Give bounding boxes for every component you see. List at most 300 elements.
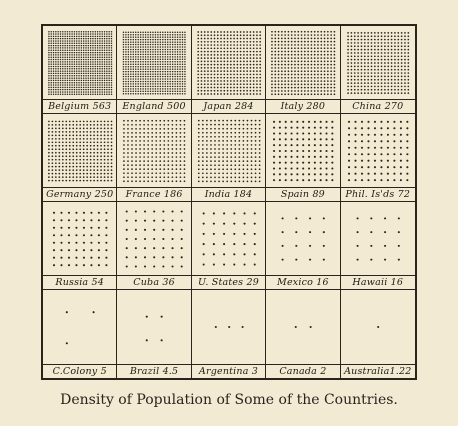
population-dot <box>185 83 187 85</box>
population-dot <box>133 34 135 36</box>
population-dot <box>213 51 215 53</box>
population-dot <box>210 90 212 92</box>
population-dot <box>155 44 157 46</box>
dot-field <box>341 290 415 364</box>
population-dot <box>387 42 389 44</box>
population-dot <box>170 86 172 88</box>
population-dot <box>81 63 83 65</box>
population-dot <box>83 63 85 65</box>
population-dot <box>86 148 88 150</box>
population-dot <box>123 32 125 34</box>
population-dot <box>317 61 319 63</box>
population-dot <box>233 67 235 69</box>
population-dot <box>354 72 356 74</box>
population-dot <box>350 35 352 37</box>
population-dot <box>60 234 62 236</box>
population-dot <box>327 67 329 69</box>
population-dot <box>390 79 392 81</box>
population-dot <box>223 83 225 85</box>
population-dot <box>97 148 99 150</box>
population-dot <box>138 56 140 58</box>
population-dot <box>404 82 406 84</box>
population-dot <box>227 67 229 69</box>
population-dot <box>233 34 235 36</box>
population-dot <box>223 87 225 89</box>
population-dot <box>311 90 313 92</box>
population-dot <box>273 144 275 146</box>
population-dot <box>145 71 147 73</box>
population-dot <box>53 56 55 58</box>
population-dot <box>148 93 150 95</box>
population-dot <box>250 172 252 174</box>
population-dot <box>246 172 248 174</box>
population-dot <box>140 168 142 170</box>
population-dot <box>175 56 177 58</box>
population-dot <box>288 64 290 66</box>
population-dot <box>104 169 106 171</box>
population-dot <box>74 40 76 42</box>
population-dot <box>334 84 336 86</box>
population-dot <box>213 38 215 40</box>
population-dot <box>150 86 152 88</box>
population-dot <box>136 128 138 130</box>
population-dot <box>88 31 90 33</box>
population-dot <box>202 172 204 174</box>
population-dot <box>387 92 389 94</box>
population-dot <box>72 135 74 137</box>
population-dot <box>160 36 162 38</box>
population-dot <box>132 120 134 122</box>
population-dot <box>85 40 87 42</box>
population-dot <box>177 81 179 83</box>
population-dot <box>130 86 132 88</box>
population-dot <box>160 56 162 58</box>
population-dot <box>367 69 369 71</box>
population-dot <box>128 140 130 142</box>
population-dot <box>50 33 52 35</box>
population-dot <box>126 56 128 58</box>
population-dot <box>90 52 92 54</box>
population-dot <box>184 168 186 170</box>
population-dot <box>74 31 76 33</box>
population-dot <box>123 124 125 126</box>
population-dot <box>176 164 178 166</box>
population-dot <box>407 82 409 84</box>
population-dot <box>101 70 103 72</box>
dot-field <box>266 114 340 188</box>
population-dot <box>52 124 54 126</box>
population-dot <box>144 176 146 178</box>
population-dot <box>330 47 332 49</box>
population-dot <box>279 179 281 181</box>
population-dot <box>85 89 87 91</box>
population-dot <box>58 138 60 140</box>
population-dot <box>106 87 108 89</box>
population-dot <box>233 54 235 56</box>
population-dot <box>278 64 280 66</box>
population-dot <box>155 76 157 78</box>
population-dot <box>202 263 204 265</box>
population-dot <box>104 138 106 140</box>
population-dot <box>55 84 57 86</box>
population-dot <box>62 59 64 61</box>
population-dot <box>184 120 186 122</box>
population-dot <box>253 87 255 89</box>
population-dot <box>176 136 178 138</box>
population-dot <box>111 128 113 130</box>
population-dot <box>311 57 313 59</box>
population-dot <box>275 74 277 76</box>
population-dot <box>153 39 155 41</box>
population-dot <box>295 259 297 261</box>
population-dot <box>58 145 60 147</box>
population-dot <box>60 59 62 61</box>
population-dot <box>53 89 55 91</box>
population-dot <box>167 49 169 51</box>
population-dot <box>202 140 204 142</box>
population-dot <box>143 76 145 78</box>
population-dot <box>384 217 386 219</box>
population-dot <box>176 168 178 170</box>
population-dot <box>314 93 316 95</box>
population-dot <box>98 234 100 236</box>
population-dot <box>64 89 66 91</box>
population-dot <box>347 62 349 64</box>
population-dot <box>69 148 71 150</box>
population-dot <box>148 71 150 73</box>
country-cell <box>43 202 117 290</box>
population-dot <box>404 66 406 68</box>
population-dot <box>271 67 273 69</box>
population-dot <box>170 59 172 61</box>
population-dot <box>93 145 95 147</box>
population-dot <box>374 166 376 168</box>
population-dot <box>177 46 179 48</box>
population-dot <box>275 67 277 69</box>
dot-field <box>43 202 117 276</box>
population-dot <box>93 138 95 140</box>
population-dot <box>246 67 248 69</box>
population-dot <box>324 47 326 49</box>
population-dot <box>126 36 128 38</box>
population-dot <box>278 51 280 53</box>
population-dot <box>138 73 140 75</box>
population-dot <box>58 152 60 154</box>
population-dot <box>330 31 332 33</box>
population-dot <box>314 173 316 175</box>
population-dot <box>301 87 303 89</box>
population-dot <box>204 54 206 56</box>
population-dot <box>162 36 164 38</box>
population-dot <box>175 46 177 48</box>
population-dot <box>165 91 167 93</box>
population-dot <box>222 140 224 142</box>
population-dot <box>148 128 150 130</box>
population-dot <box>213 212 215 214</box>
population-dot <box>97 173 99 175</box>
population-dot <box>347 82 349 84</box>
population-dot <box>302 144 304 146</box>
population-dot <box>271 84 273 86</box>
population-dot <box>367 134 369 136</box>
population-dot <box>271 61 273 63</box>
population-dot <box>150 34 152 36</box>
population-dot <box>90 84 92 86</box>
population-dot <box>284 38 286 40</box>
population-dot <box>330 61 332 63</box>
population-dot <box>175 51 177 53</box>
population-dot <box>154 229 156 231</box>
population-dot <box>86 166 88 168</box>
population-dot <box>97 56 99 58</box>
population-dot <box>294 34 296 36</box>
population-dot <box>311 41 313 43</box>
population-dot <box>311 93 313 95</box>
population-dot <box>185 49 187 51</box>
population-dot <box>278 38 280 40</box>
population-dot <box>288 51 290 53</box>
population-dot <box>78 82 80 84</box>
population-dot <box>86 124 88 126</box>
population-dot <box>175 88 177 90</box>
population-dot <box>55 73 57 75</box>
country-cell <box>266 202 340 290</box>
population-dot <box>236 70 238 72</box>
population-dot <box>92 77 94 79</box>
population-dot <box>210 67 212 69</box>
population-dot <box>172 46 174 48</box>
population-dot <box>218 136 220 138</box>
population-dot <box>62 61 64 63</box>
population-dot <box>400 89 402 91</box>
population-dot <box>324 57 326 59</box>
population-dot <box>176 128 178 130</box>
population-dot <box>83 54 85 56</box>
population-dot <box>71 43 73 45</box>
population-dot <box>367 89 369 91</box>
population-dot <box>360 42 362 44</box>
population-dot <box>324 31 326 33</box>
population-dot <box>182 49 184 51</box>
population-dot <box>253 67 255 69</box>
population-dot <box>370 39 372 41</box>
population-dot <box>144 156 146 158</box>
population-dot <box>107 131 109 133</box>
population-dot <box>172 176 174 178</box>
population-dot <box>367 121 369 123</box>
population-dot <box>148 120 150 122</box>
population-dot <box>62 176 64 178</box>
population-dot <box>55 45 57 47</box>
population-dot <box>184 172 186 174</box>
population-dot <box>246 148 248 150</box>
population-dot <box>380 89 382 91</box>
population-dot <box>223 64 225 66</box>
population-dot <box>104 73 106 75</box>
population-dot <box>367 42 369 44</box>
population-dot <box>185 51 187 53</box>
population-dot <box>133 51 135 53</box>
population-dot <box>136 144 138 146</box>
population-dot <box>60 75 62 77</box>
population-dot <box>90 91 92 93</box>
population-dot <box>101 38 103 40</box>
population-dot <box>279 150 281 152</box>
population-dot <box>223 93 225 95</box>
population-dot <box>386 140 388 142</box>
population-dot <box>384 72 386 74</box>
population-dot <box>327 34 329 36</box>
population-dot <box>97 131 99 133</box>
population-dot <box>71 56 73 58</box>
population-dot <box>71 82 73 84</box>
dot-field <box>117 26 191 100</box>
population-dot <box>361 140 363 142</box>
population-dot <box>155 66 157 68</box>
population-dot <box>354 35 356 37</box>
population-dot <box>298 84 300 86</box>
population-dot <box>259 164 261 166</box>
population-dot <box>314 34 316 36</box>
population-dot <box>204 67 206 69</box>
population-dot <box>67 50 69 52</box>
population-dot <box>321 84 323 86</box>
population-dot <box>222 144 224 146</box>
population-dot <box>326 132 328 134</box>
population-dot <box>180 81 182 83</box>
population-dot <box>197 90 199 92</box>
population-dot <box>143 63 145 64</box>
population-dot <box>331 127 333 129</box>
population-dot <box>136 136 138 138</box>
population-dot <box>126 32 128 34</box>
population-dot <box>83 219 85 221</box>
population-dot <box>64 59 66 61</box>
population-dot <box>99 43 101 45</box>
population-dot <box>105 264 107 266</box>
population-dot <box>249 74 251 76</box>
population-dot <box>279 132 281 134</box>
population-dot <box>123 132 125 134</box>
population-dot <box>204 51 206 53</box>
population-dot <box>138 39 140 41</box>
population-dot <box>202 181 204 183</box>
population-dot <box>92 50 94 52</box>
population-dot <box>69 33 71 35</box>
population-dot <box>282 217 284 219</box>
population-dot <box>374 42 376 44</box>
population-dot <box>95 75 97 77</box>
population-dot <box>271 54 273 56</box>
dot-field <box>117 290 191 364</box>
population-dot <box>206 120 208 122</box>
population-dot <box>158 71 160 73</box>
population-dot <box>326 138 328 140</box>
population-dot <box>67 40 69 42</box>
population-dot <box>146 339 148 341</box>
population-dot <box>250 148 252 150</box>
population-dot <box>97 145 99 147</box>
population-dot <box>259 80 261 82</box>
population-dot <box>354 121 356 123</box>
population-dot <box>256 90 258 92</box>
population-dot <box>153 83 155 85</box>
population-dot <box>69 70 71 72</box>
population-dot <box>48 50 50 52</box>
population-dot <box>380 140 382 142</box>
population-dot <box>182 39 184 41</box>
population-dot <box>180 124 182 126</box>
population-dot <box>135 238 137 240</box>
population-dot <box>384 32 386 34</box>
population-dot <box>230 120 232 122</box>
population-dot <box>132 152 134 154</box>
population-dot <box>68 249 70 251</box>
country-cell <box>341 290 415 378</box>
population-dot <box>104 152 106 154</box>
population-dot <box>126 41 128 43</box>
population-dot <box>78 40 80 42</box>
population-dot <box>126 76 128 78</box>
population-dot <box>69 54 71 56</box>
population-dot <box>334 31 336 33</box>
population-dot <box>160 152 162 154</box>
population-dot <box>83 169 85 171</box>
population-dot <box>95 31 97 33</box>
population-dot <box>184 180 186 182</box>
country-label: Belgium 563 <box>43 99 116 113</box>
population-dot <box>144 152 146 154</box>
population-dot <box>100 135 102 137</box>
population-dot <box>106 68 108 70</box>
population-dot <box>185 71 187 73</box>
population-dot <box>321 87 323 89</box>
population-dot <box>387 32 389 34</box>
population-dot <box>210 148 212 150</box>
country-label: China 270 <box>341 99 415 113</box>
population-dot <box>397 45 399 47</box>
population-dot <box>324 38 326 40</box>
population-dot <box>198 132 200 134</box>
population-dot <box>153 78 155 80</box>
population-dot <box>81 59 83 61</box>
population-dot <box>400 76 402 78</box>
population-dot <box>67 61 69 63</box>
population-dot <box>246 57 248 59</box>
population-dot <box>67 70 69 72</box>
population-dot <box>152 132 154 134</box>
population-dot <box>148 63 150 64</box>
population-dot <box>64 91 66 93</box>
population-dot <box>184 128 186 130</box>
population-dot <box>215 326 217 328</box>
population-dot <box>259 70 261 72</box>
population-dot <box>136 180 138 182</box>
population-dot <box>76 36 78 38</box>
population-dot <box>185 59 187 61</box>
population-dot <box>180 86 182 88</box>
population-dot <box>93 152 95 154</box>
population-dot <box>64 43 66 45</box>
population-dot <box>273 127 275 129</box>
population-dot <box>367 72 369 74</box>
population-dot <box>384 62 386 64</box>
population-dot <box>57 43 59 45</box>
population-dot <box>97 47 99 49</box>
population-dot <box>357 82 359 84</box>
population-dot <box>240 51 242 53</box>
population-dot <box>397 66 399 68</box>
